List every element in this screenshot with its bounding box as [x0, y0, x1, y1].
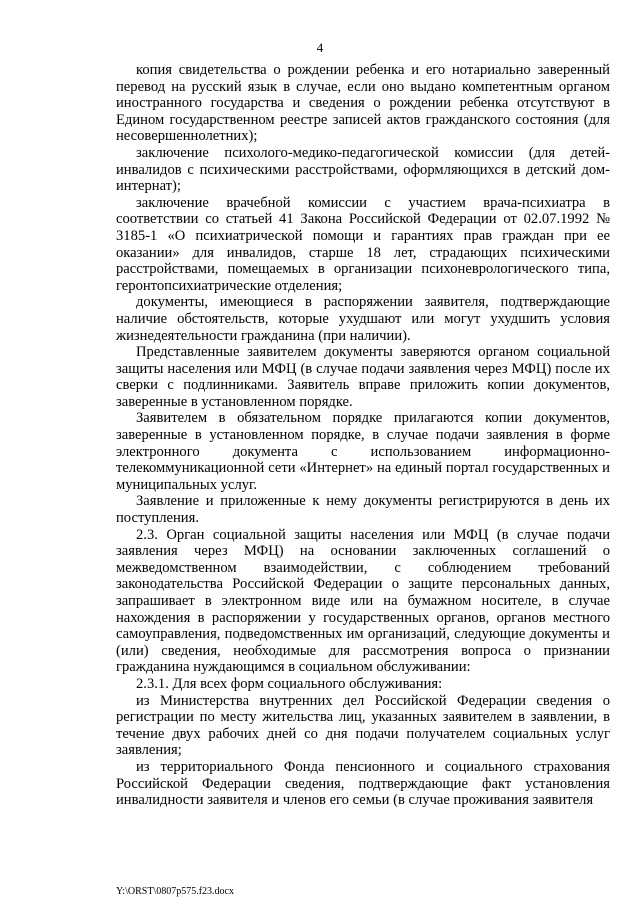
paragraph-electronic-copies: Заявителем в обязательном порядке прилагаются копии документов, заверенные в установленном порядке, в случае подачи заявления в форме электронного документа с использованием информационно-телекоммуникационной сети «Интернет» на единый портал государственных и муниципальных услуг.: [116, 410, 610, 493]
paragraph-pmpk-conclusion: заключение психолого-медико-педагогической комиссии (для детей-инвалидов с психическими расстройствами, оформляющихся в детский дом-интернат);: [116, 144, 610, 195]
page-number: 4: [316, 40, 324, 55]
paragraph-applicant-documents: документы, имеющиеся в распоряжении заявителя, подтверждающие наличие обстоятельств, которые ухудшают или могут ухудшить условия жизнедеятельности гражданина (при наличии).: [116, 294, 610, 344]
footer-file-path: Y:\ORST\0807p575.f23.docx: [116, 886, 234, 897]
paragraph-document-certification: Представленные заявителем документы заверяются органом социальной защиты населения или МФЦ (в случае подачи заявления через МФЦ) после их сверки с подлинниками. Заявитель вправе приложить копии документов, заверенные в установленном порядке.: [116, 344, 610, 410]
paragraph-registration: Заявление и приложенные к нему документы регистрируются в день их поступления.: [116, 493, 610, 527]
paragraph-birth-certificate: копия свидетельства о рождении ребенка и его нотариально заверенный перевод на русский язык в случае, если оно выдано компетентным органом иностранного государства и сведения о рождении ребенка отсутствуют в Едином государственном реестре записей актов гражданского состояния (для несовершеннолетних);: [116, 62, 610, 145]
paragraph-section-2-3: 2.3. Орган социальной защиты населения или МФЦ (в случае подачи заявления через МФЦ) на основании заключенных соглашений о межведомственном взаимодействии, с соблюдением требований законодательства Российской Федерации о защите персональных данных, запрашивает в электронном виде или на бумажном носителе, в случае нахождения в распоряжении у государственных органов, органов местного самоуправления, подведомственных им организаций, следующие документы и (или) сведения, необходимые для рассмотрения вопроса о признании гражданина нуждающимся в социальном обслуживании:: [116, 526, 610, 676]
paragraph-section-2-3-1: 2.3.1. Для всех форм социального обслуживания:: [136, 675, 443, 692]
paragraph-medical-commission: заключение врачебной комиссии с участием врача-психиатра в соответствии со статьей 41 Закона Российской Федерации от 02.07.1992 № 3185-1 «О психиатрической помощи и гарантиях прав граждан при ее оказании» для инвалидов, старше 18 лет, страдающих психическими расстройствами, помещаемых в организации психоневрологического типа, геронтопсихиатрические отделения;: [116, 194, 610, 294]
paragraph-pension-fund-info: из территориального Фонда пенсионного и социального страхования Российской Федерации сведения, подтверждающие факт установления инвалидности заявителя и членов его семьи (в случае проживания заявителя: [116, 758, 610, 809]
paragraph-mvd-info: из Министерства внутренних дел Российской Федерации сведения о регистрации по месту жительства лиц, указанных заявителем в заявлении, в течение двух рабочих дней со дня подачи получателем социальных услуг заявления;: [116, 692, 610, 759]
document-body: [116, 62, 610, 809]
